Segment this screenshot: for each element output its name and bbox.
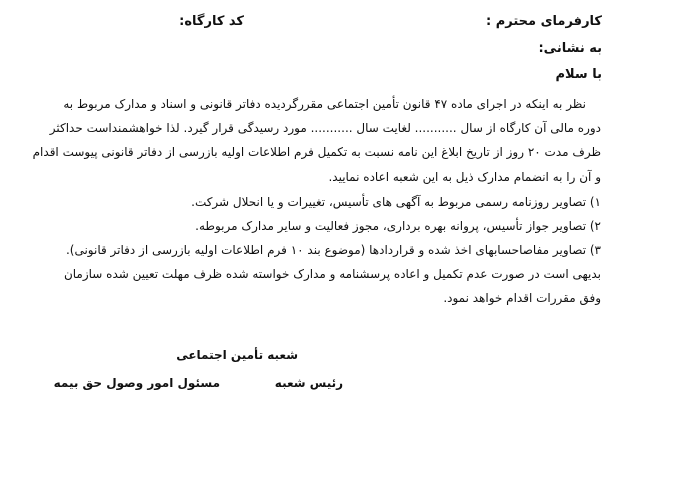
body-line: ظرف مدت ۲۰ روز از تاریخ ابلاغ این نامه نسبت به تکمیل فرم اطلاعات اولیه بازرسی از دفاتر قانونی پیوست اقدام [32, 145, 601, 159]
signature-branch: شعبه تأمین اجتماعی [176, 348, 298, 362]
signature-head: رئیس شعبه [274, 376, 343, 390]
closing-line: وفق مقررات اقدام خواهد نمود. [443, 291, 601, 305]
employer-label: کارفرمای محترم : [486, 14, 602, 29]
closing-line: بدیهی است در صورت عدم تکمیل و اعاده پرسشنامه و مدارک خواسته شده ظرف مهلت تعیین شده سازمان [63, 267, 601, 281]
body-line: نظر به اینکه در اجرای ماده ۴۷ قانون تأمین اجتماعی مقررگردیده دفاتر قانونی و اسناد و مدارک مربوط به [63, 97, 586, 111]
signature-collections-officer: مسئول امور وصول حق بیمه [53, 376, 220, 390]
greeting: با سلام [555, 67, 602, 82]
list-item: ۱) تصاویر روزنامه رسمی مربوط به آگهی های تأسیس، تغییرات و یا انحلال شرکت. [191, 195, 601, 209]
list-item: ۲) تصاویر جواز تأسیس، پروانه بهره برداری، مجوز فعالیت و سایر مدارک مربوطه. [195, 219, 601, 233]
body-line: و آن را به انضمام مدارک ذیل به این شعبه اعاده نمایید. [328, 170, 601, 184]
workshop-code-label: کد کارگاه: [179, 14, 244, 29]
list-item: ۳) تصاویر مفاصاحسابهای اخذ شده و قراردادها (موضوع بند ۱۰ فرم اطلاعات اولیه بازرسی از دفاتر قانونی). [65, 243, 601, 257]
body-line: دوره مالی آن کارگاه از سال ........... لغایت سال ........... مورد رسیدگی قرار گیرد. لذا خواهشمنداست حداکثر [49, 121, 601, 135]
address-label: به نشانی: [538, 41, 602, 56]
